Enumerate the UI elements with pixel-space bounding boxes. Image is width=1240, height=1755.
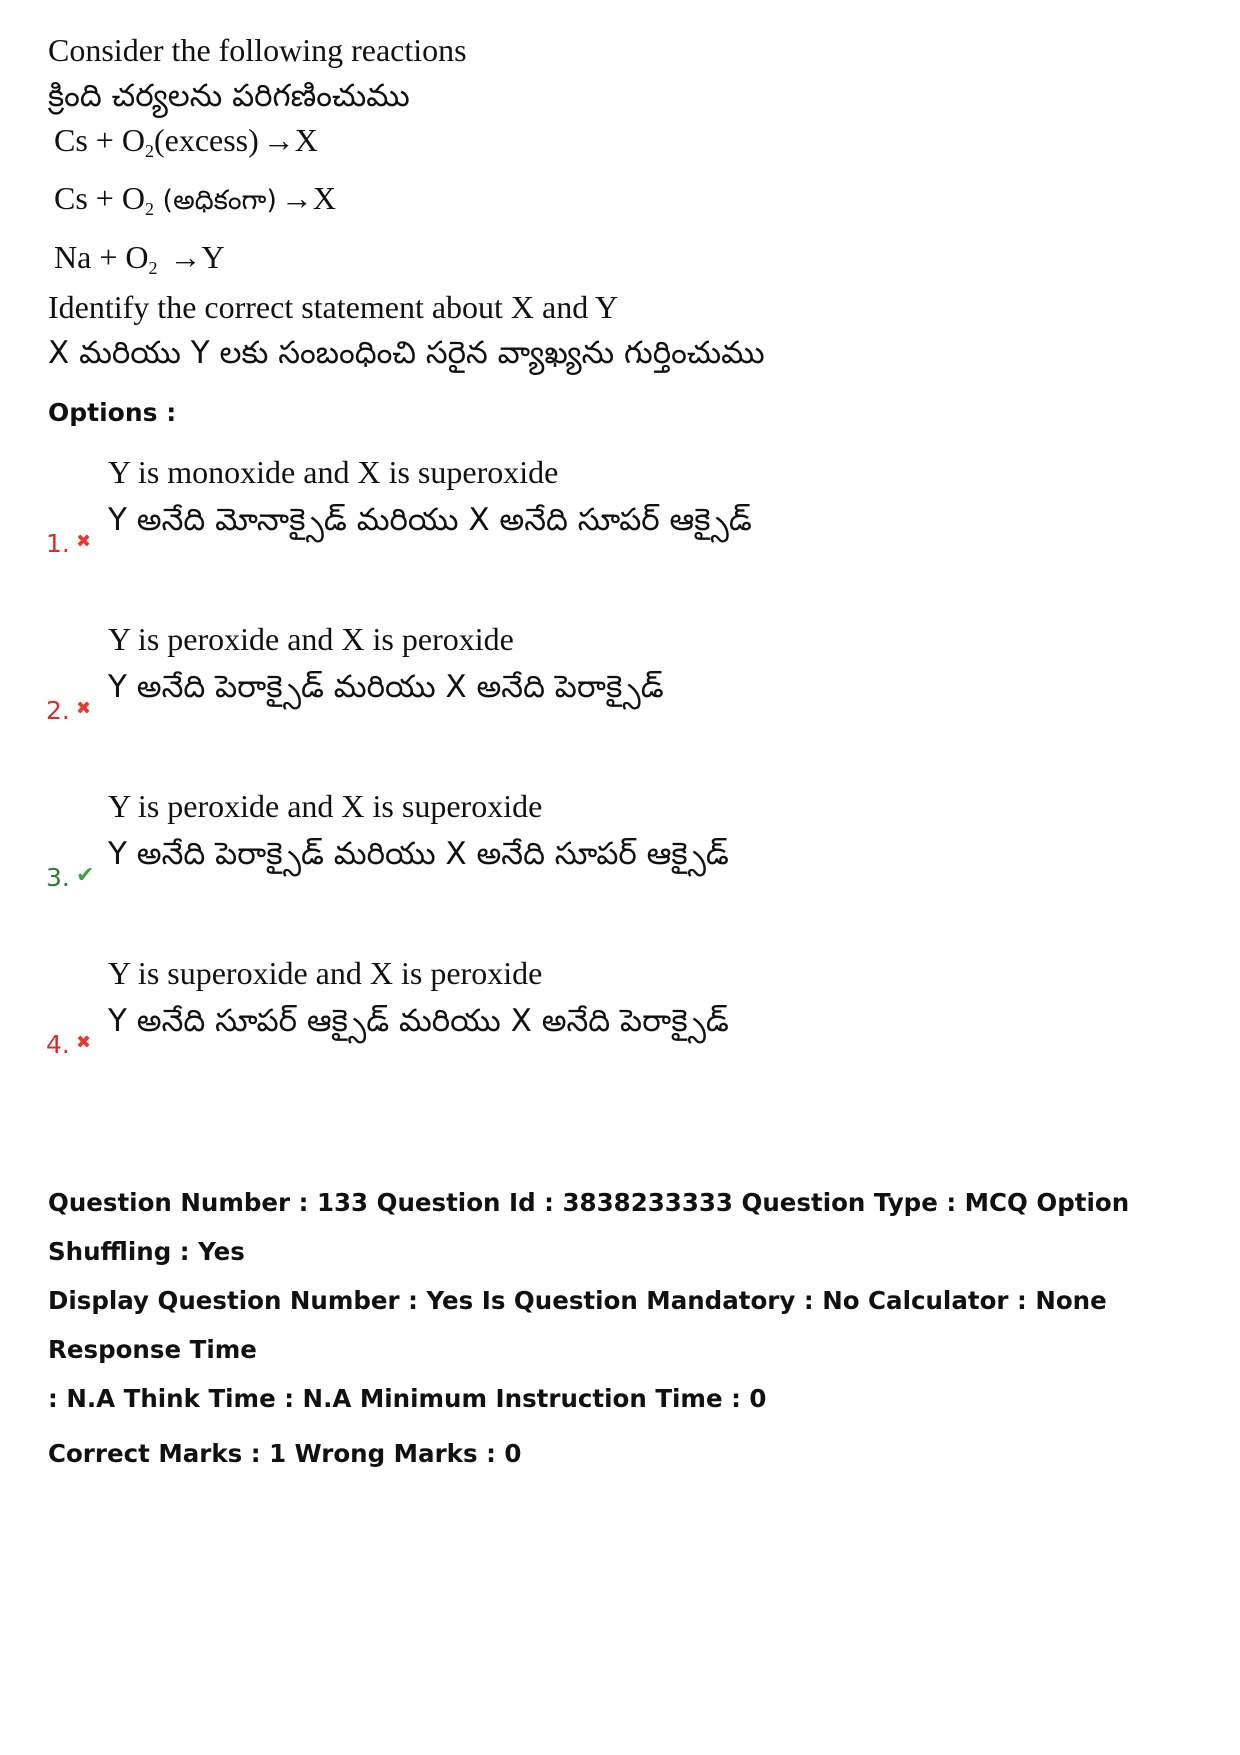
reaction-lhs: Na + O [54,239,149,275]
reaction-3 [54,237,1148,277]
reaction-1 [54,120,1148,160]
question-prompt-en: Identify the correct statement about X and Y [48,289,619,325]
reaction-arrow: → [280,180,313,216]
option-text-te: Y అనేది పెరాక్సైడ్ మరియు X అనేది సూపర్ ఆక్సైడ్ [108,836,729,872]
metadata-line: : N.A Think Time : N.A Minimum Instruction Time : 0 [48,1384,767,1413]
reaction-product: X [294,122,318,158]
subscript: 2 [148,258,158,278]
option-text-te: Y అనేది మోనాక్సైడ్ మరియు X అనేది సూపర్ ఆక్సైడ్ [108,502,752,538]
reaction-lhs: Cs + O [54,180,145,216]
option-number: 4. [46,1030,70,1059]
check-icon: ✔ [76,863,95,888]
question-intro-en: Consider the following reactions [48,32,467,68]
option-number: 3. [46,863,70,892]
option-number: 1. [46,529,70,558]
subscript: 2 [144,141,154,161]
option-2[interactable] [46,617,1146,727]
option-1[interactable] [46,450,1146,560]
reaction-condition: (excess) [153,122,259,158]
option-text-en: Y is peroxide and X is superoxide [108,788,543,824]
option-text-en: Y is monoxide and X is superoxide [108,454,559,490]
metadata-line: Question Number : 133 Question Id : 3838233333 Question Type : MCQ Option Shuffling : Yes [48,1188,1130,1266]
reaction-arrow: → [169,239,202,275]
reaction-arrow: → [262,122,295,158]
option-text-en: Y is peroxide and X is peroxide [108,621,514,657]
reaction-2 [54,178,1148,221]
reaction-product: Y [201,239,225,275]
metadata-line: Display Question Number : Yes Is Question Mandatory : No Calculator : None Response Time [48,1286,1107,1364]
question-metadata [48,1178,1198,1478]
subscript: 2 [144,199,154,219]
option-4[interactable] [46,951,1146,1061]
reaction-lhs: Cs + O [54,122,145,158]
option-text-en: Y is superoxide and X is peroxide [108,955,543,991]
cross-icon: ✖ [76,698,92,719]
question-intro-te: క్రింది చర్యలను పరిగణించుము [48,78,410,114]
cross-icon: ✖ [76,531,92,552]
reaction-condition [157,239,165,275]
option-text-te: Y అనేది సూపర్ ఆక్సైడ్ మరియు X అనేది పెరాక్సైడ్ [108,1003,729,1039]
option-number: 2. [46,696,70,725]
cross-icon: ✖ [76,1032,92,1053]
question-block [48,28,1148,377]
reaction-condition: (అధికంగా) [153,185,277,216]
options-label: Options : [48,398,177,427]
question-prompt-te: X మరియు Y లకు సంబంధించి సరైన వ్యాఖ్యను గుర్తించుము [48,335,765,371]
option-3[interactable] [46,784,1146,894]
reaction-product: X [312,180,337,216]
marks-line: Correct Marks : 1 Wrong Marks : 0 [48,1439,522,1468]
option-text-te: Y అనేది పెరాక్సైడ్ మరియు X అనేది పెరాక్సైడ్ [108,669,664,705]
